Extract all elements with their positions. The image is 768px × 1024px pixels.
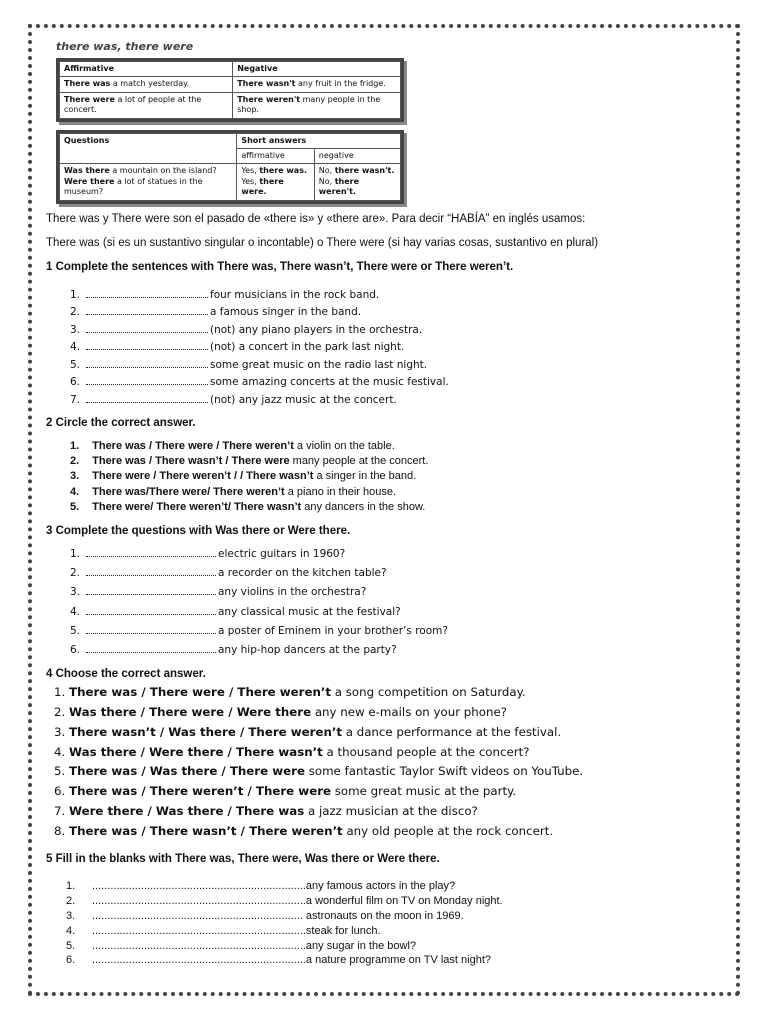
th-questions: Questions (60, 133, 237, 164)
th-affirmative: Affirmative (60, 62, 233, 77)
list-item: 1. four musicians in the rock band. (70, 288, 380, 301)
list-item: 1. There was / There were / There weren’t a song competition on Saturday. (54, 685, 526, 700)
grammar-title: there was, there were (56, 40, 194, 53)
list-item: 8. There was / There wasn’t / There weren’t any old people at the rock concert. (54, 823, 554, 838)
exercise-5-heading: 5 Fill in the blanks with There was, There were, Was there or Were there. (46, 853, 440, 866)
exercise-2-list (70, 439, 726, 515)
answer-blank[interactable] (86, 375, 208, 385)
list-item: 3. There wasn’t / Was there / There weren’t a dance performance at the festival. (54, 724, 562, 739)
answer-blank[interactable] (86, 305, 208, 315)
list-item: 2. a famous singer in the band. (70, 306, 362, 319)
list-item: 1. There was / There were / There weren’t a violin on the table. (70, 440, 395, 453)
list-item: 6. some amazing concerts at the music festival. (70, 376, 449, 389)
list-item: 2. a recorder on the kitchen table? (70, 567, 387, 580)
answer-blank[interactable] (86, 624, 216, 634)
intro-text (46, 212, 726, 252)
list-item: 2. ......................................................................a wonderful film on TV on Monday night. (66, 895, 503, 908)
answer-blank[interactable] (86, 358, 208, 368)
answer-blank[interactable] (86, 393, 208, 403)
th-aff: affirmative (237, 148, 314, 163)
list-item: 5. There were/ There weren’t/ There wasn’t any dancers in the show. (70, 500, 426, 513)
list-item: 6. ......................................................................a nature programme on TV last night? (66, 954, 491, 967)
list-item: 2. Was there / There were / Were there any new e-mails on your phone? (54, 704, 507, 719)
answer-blank[interactable] (86, 340, 208, 350)
grammar-table-affirmative-negative (56, 58, 404, 122)
exercise-4-heading: 4 Choose the correct answer. (46, 668, 206, 681)
exercise-1-heading: 1 Complete the sentences with There was, There wasn’t, There were or There weren’t. (46, 260, 514, 273)
list-item: 4. (not) a concert in the park last night. (70, 341, 405, 354)
list-item: 3. any violins in the orchestra? (70, 586, 367, 599)
exercise-3-heading: 3 Complete the questions with Was there or Were there. (46, 524, 351, 537)
list-item: 5. a poster of Eminem in your brother’s room? (70, 624, 448, 637)
list-item: 4. There was/There were/ There weren’t a piano in their house. (70, 485, 397, 498)
list-item: 7. Were there / Was there / There was a jazz musician at the disco? (54, 803, 478, 818)
list-item: 6. There was / There weren’t / There were some great music at the party. (54, 784, 517, 799)
list-item: 3. There were / There weren’t / / There wasn’t a singer in the band. (70, 470, 417, 483)
list-item: 2. There was / There wasn’t / There were many people at the concert. (70, 455, 429, 468)
answer-blank[interactable] (86, 547, 216, 557)
table-row: There was a match yesterday. There wasn't any fruit in the fridge. (60, 77, 401, 92)
worksheet (46, 40, 726, 968)
list-item: 7. (not) any jazz music at the concert. (70, 393, 397, 406)
th-neg: negative (314, 148, 400, 163)
answer-blank[interactable] (86, 323, 208, 333)
intro-line-2: There was (si es un sustantivo singular o incontable) o There were (si hay varias cosas, sustantivo en plural) (46, 237, 599, 250)
grammar-table-questions (56, 130, 404, 204)
exercise-4-list (54, 683, 726, 841)
table-row: There were a lot of people at the concert. There weren't many people in the shop. (60, 92, 401, 118)
list-item: 4. any classical music at the festival? (70, 605, 401, 618)
list-item: 5. some great music on the radio last night. (70, 358, 428, 371)
th-negative: Negative (233, 62, 401, 77)
list-item: 4. ......................................................................steak for lunch. (66, 924, 381, 937)
answer-blank[interactable] (86, 566, 216, 576)
answer-blank[interactable] (86, 605, 216, 615)
list-item: 3. ..................................................................... astronauts on the moon in 1969. (66, 910, 464, 923)
intro-line-1: There was y There were son el pasado de «there is» y «there are». Para decir “HABÍA” en inglés usamos: (46, 212, 586, 225)
list-item: 1. ......................................................................any famous actors in the play? (66, 880, 456, 893)
th-short-answers: Short answers (237, 133, 401, 148)
exercise-3-list (70, 545, 726, 660)
list-item: 5. There was / Was there / There were some fantastic Taylor Swift videos on YouTube. (54, 764, 584, 779)
list-item: 5. ......................................................................any sugar in the bowl? (66, 939, 417, 952)
answer-blank[interactable] (86, 643, 216, 653)
answer-blank[interactable] (86, 585, 216, 595)
answer-blank[interactable] (86, 288, 208, 298)
list-item: 6. any hip-hop dancers at the party? (70, 643, 397, 656)
exercise-1-list (70, 287, 726, 410)
list-item: 4. Was there / Were there / There wasn’t a thousand people at the concert? (54, 744, 530, 759)
list-item: 3. (not) any piano players in the orchestra. (70, 323, 423, 336)
list-item: 1. electric guitars in 1960? (70, 547, 346, 560)
table-row: Was there a mountain on the island? Were there a lot of statues in the museum? Yes, there was. Yes, there were. No, there wasn't. No, there weren't. (60, 164, 401, 200)
exercise-5-list (66, 879, 726, 968)
exercise-2-heading: 2 Circle the correct answer. (46, 417, 196, 430)
